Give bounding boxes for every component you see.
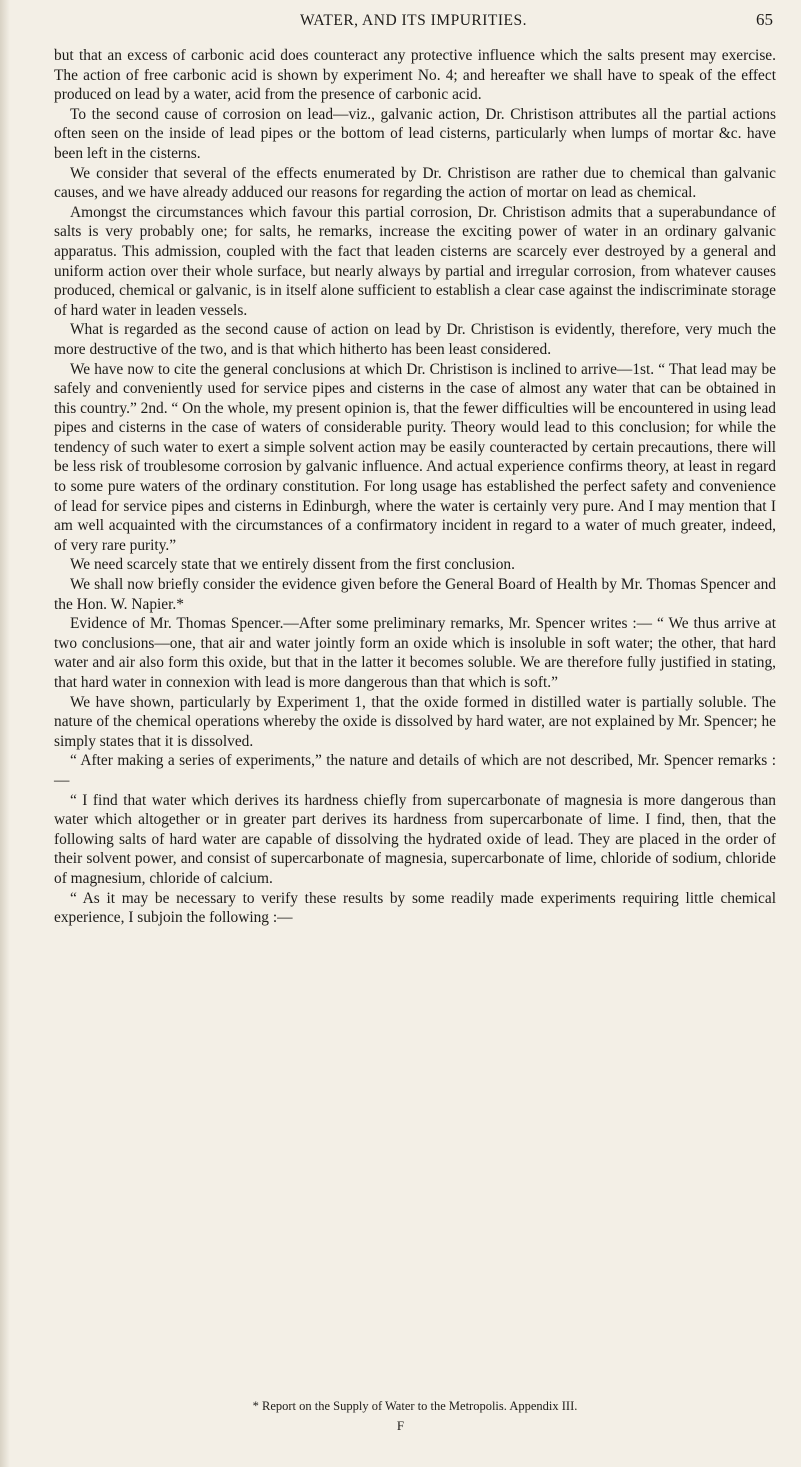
paragraph: but that an excess of carbonic acid does counteract any protective influence which the salts present may exercise. The action of free carbonic acid is shown by experiment No. 4; and hereafter we shall have to speak of the effect produced on lead by a water, acid from the presence of carbonic acid.	[54, 47, 776, 104]
running-head	[54, 10, 773, 38]
paragraph: We consider that several of the effects enumerated by Dr. Christison are rather due to chemical than galvanic causes, and we have already adduced our reasons for regarding the action of mortar on lead as chemical.	[54, 164, 776, 202]
paragraph: What is regarded as the second cause of action on lead by Dr. Christison is evidently, therefore, very much the more destructive of the two, and is that which hitherto has been least considered.	[54, 321, 776, 358]
paragraph-quote: “ After making a series of experiments,” the nature and details of which are not described, Mr. Spencer remarks :—	[54, 752, 776, 789]
paragraph-quote: “ I find that water which derives its hardness chiefly from supercarbonate of magnesia is more dangerous than water which altogether or in greater part derives its hardness from supercarbonate of lime. I find, then, that the following salts of hard water are capable of dissolving the hydrated oxide of lead. They are placed in the order of their solvent power, and consist of supercarbonate of magnesia, supercarbonate of lime, chloride of sodium, chloride of magnesium, chloride of calcium.	[54, 791, 776, 887]
paragraph-evidence-spencer: Evidence of Mr. Thomas Spencer.—After some preliminary remarks, Mr. Spencer writes :— “ We thus arrive at two conclusions—one, that air and water jointly form an oxide which is insoluble in soft water; the other, that hard water and air also form this oxide, but that in the latter it becomes soluble. We are therefore fully justified in stating, that hard water in connexion with lead is more dangerous than that which is soft.”	[54, 615, 776, 691]
body-text	[54, 46, 776, 928]
paragraph: We need scarcely state that we entirely dissent from the first conclusion.	[70, 556, 515, 574]
page-edge-shadow	[0, 0, 10, 1467]
paragraph: To the second cause of corrosion on lead—viz., galvanic action, Dr. Christison attributes all the partial actions often seen on the inside of lead pipes or the bottom of lead cisterns, particularly when lumps of mortar &c. have been left in the cisterns.	[54, 105, 776, 162]
paragraph: We shall now briefly consider the evidence given before the General Board of Health by Mr. Thomas Spencer and the Hon. W. Napier.*	[54, 576, 776, 613]
paragraph: Amongst the circumstances which favour this partial corrosion, Dr. Christison admits that a superabundance of salts is very probably one; for salts, he remarks, increase the exciting power of water in an ordinary galvanic apparatus. This admission, coupled with the fact that leaden cisterns are scarcely ever destroyed by a general and uniform action over their whole surface, but nearly always by partial and irregular corrosion, from whatever causes produced, chemical or galvanic, is in itself alone sufficient to establish a clear case against the indiscriminate storage of hard water in leaden vessels.	[54, 203, 776, 319]
page-number: 65	[756, 10, 773, 29]
paragraph: We have now to cite the general conclusions at which Dr. Christison is inclined to arrive—1st. “ That lead may be safely and conveniently used for service pipes and cisterns in the case of almost any water that can be obtained in this country.” 2nd. “ On the whole, my present opinion is, that the fewer difficulties will be encountered in using lead pipes and cisterns in the case of waters of considerable purity. Theory would lead to this conclusion; for while the tendency of such water to exert a simple solvent action may be easily counteracted by certain precautions, there will be less risk of troublesome corrosion by galvanic influence. And actual experience confirms theory, at least in regard to some pure waters of the ordinary constitution. For long usage has established the perfect safety and convenience of lead for service pipes and cisterns in Edinburgh, where the water is certainly very pure. And I may mention that I am well acquainted with the circumstances of a confirmatory incident in regard to a water of much greater, indeed, of very rare purity.”	[54, 360, 776, 554]
signature-mark: F	[396, 1418, 405, 1433]
footnote: * Report on the Supply of Water to the Metropolis. Appendix III.	[252, 1399, 578, 1413]
running-title: WATER, AND ITS IMPURITIES.	[300, 12, 527, 29]
paragraph: We have shown, particularly by Experiment 1, that the oxide formed in distilled water is partially soluble. The nature of the chemical operations whereby the oxide is dissolved by hard water, are not explained by Mr. Spencer; he simply states that it is dissolved.	[54, 693, 776, 750]
paragraph-quote: “ As it may be necessary to verify these results by some readily made experiments requiring little chemical experience, I subjoin the following :—	[54, 889, 776, 927]
